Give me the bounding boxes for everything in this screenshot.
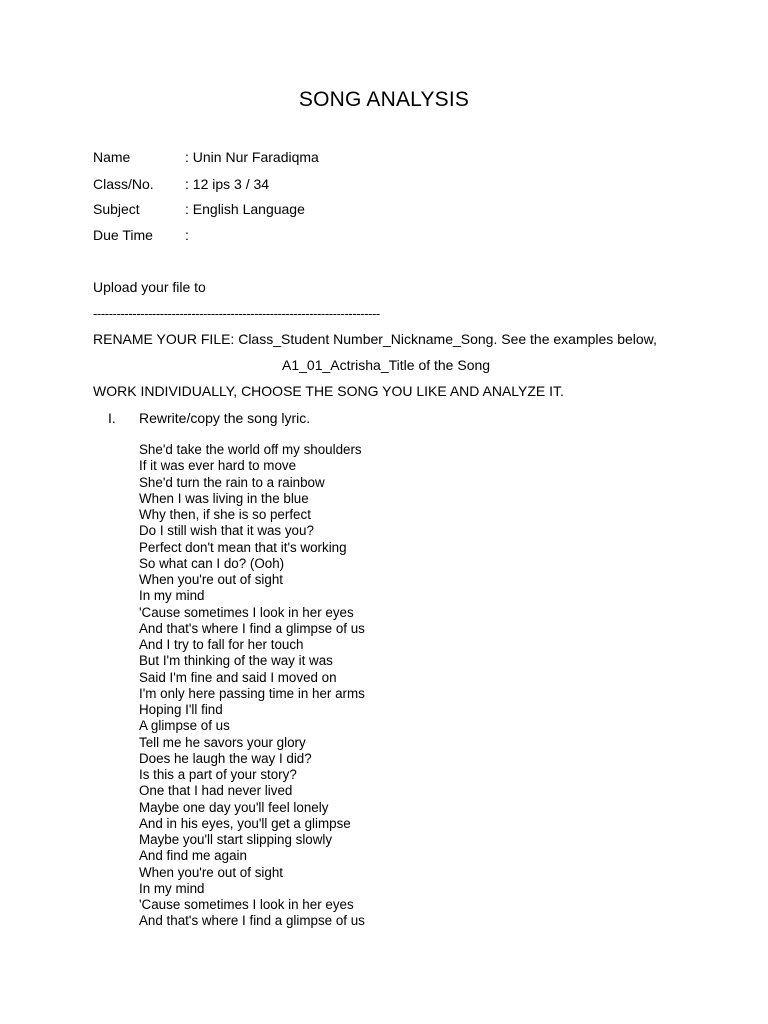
lyric-line: Is this a part of your story? — [139, 767, 297, 782]
lyric-line: If it was ever hard to move — [139, 458, 297, 474]
lyric-line: In my mind — [139, 588, 205, 604]
field-subject — [93, 201, 305, 218]
separator-line: ------------------------------------------------------------------------- — [93, 306, 380, 321]
lyric-line: A glimpse of us — [139, 718, 230, 734]
lyric-line: Why then, if she is so perfect — [139, 507, 311, 522]
field-value: : English Language — [185, 201, 305, 217]
field-value: : 12 ips 3 / 34 — [185, 176, 270, 192]
lyric-line: Maybe one day you'll feel lonely — [139, 799, 329, 815]
lyric-line: When you're out of sight — [139, 572, 283, 587]
field-due-time — [93, 227, 189, 244]
lyrics-block — [139, 442, 365, 930]
work-instruction: WORK INDIVIDUALLY, CHOOSE THE SONG YOU LIKE AND ANALYZE IT. — [93, 383, 564, 399]
field-label: Name — [93, 149, 131, 165]
field-label: Due Time — [93, 227, 153, 243]
lyric-line: Maybe you'll start slipping slowly — [139, 832, 333, 847]
lyric-line: 'Cause sometimes I look in her eyes — [139, 897, 354, 912]
lyric-line: One that I had never lived — [139, 783, 293, 799]
lyric-line: Said I'm fine and said I moved on — [139, 669, 337, 685]
lyric-line: Does he laugh the way I did? — [139, 750, 312, 766]
list-marker: I. — [108, 410, 116, 426]
field-name — [93, 149, 319, 166]
lyric-line: She'd take the world off my shoulders — [139, 442, 362, 457]
lyric-line: When I was living in the blue — [139, 490, 309, 506]
field-label: Subject — [93, 201, 140, 217]
lyric-line: 'Cause sometimes I look in her eyes — [139, 604, 354, 620]
field-value: : Unin Nur Faradiqma — [185, 149, 319, 165]
lyric-line: So what can I do? (Ooh) — [139, 555, 285, 571]
task-text: Rewrite/copy the song lyric. — [139, 410, 311, 426]
example-filename: A1_01_Actrisha_Title of the Song — [282, 357, 491, 373]
lyric-line: And in his eyes, you'll get a glimpse — [139, 815, 351, 831]
rename-instruction: RENAME YOUR FILE: Class_Student Number_Nickname_Song. See the examples below, — [93, 331, 657, 347]
lyric-line: Tell me he savors your glory — [139, 734, 306, 750]
lyric-line: And find me again — [139, 848, 247, 864]
field-class-no — [93, 176, 269, 193]
lyric-line: She'd turn the rain to a rainbow — [139, 474, 325, 490]
field-value: : — [185, 227, 189, 243]
lyric-line: And that's where I find a glimpse of us — [139, 620, 365, 636]
lyric-line: In my mind — [139, 880, 205, 896]
lyric-line: I'm only here passing time in her arms — [139, 685, 365, 701]
page-title: SONG ANALYSIS — [298, 88, 470, 111]
lyric-line: Perfect don't mean that it's working — [139, 539, 347, 555]
lyric-line: Do I still wish that it was you? — [139, 523, 314, 539]
lyric-line: When you're out of sight — [139, 864, 283, 880]
field-label: Class/No. — [93, 176, 154, 192]
lyric-line: And that's where I find a glimpse of us — [139, 913, 365, 929]
upload-instruction: Upload your file to — [93, 279, 206, 295]
lyric-line: And I try to fall for her touch — [139, 637, 304, 652]
lyric-line: But I'm thinking of the way it was — [139, 653, 333, 669]
lyric-line: Hoping I'll find — [139, 702, 223, 717]
